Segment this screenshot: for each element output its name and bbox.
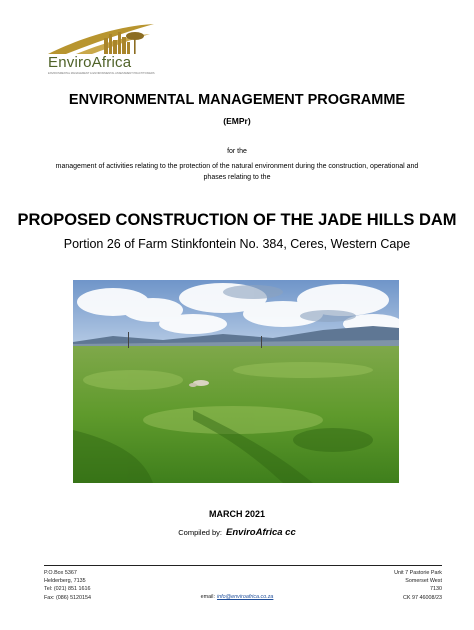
- document-abbreviation: (EMPr): [223, 116, 251, 126]
- footer-right-line: CK 97 46008/23: [403, 594, 442, 601]
- logo-tagline: ENVIRONMENTAL MANAGEMENT & ENVIRONMENTAL ASSESSMENT PRACTITIONERS: [48, 72, 155, 75]
- footer-left-line: P.O.Box 5367: [44, 570, 77, 576]
- compiled-by-company: EnviroAfrica cc: [226, 527, 296, 538]
- enviroafrica-logo: [46, 20, 158, 78]
- footer-email-link[interactable]: info@enviroafrica.co.za: [216, 593, 274, 600]
- logo-name: EnviroAfrica: [48, 54, 132, 71]
- compiled-by: [0, 527, 474, 538]
- footer-street-address: [394, 569, 442, 602]
- project-title: PROPOSED CONSTRUCTION OF THE JADE HILLS DAM: [17, 211, 457, 229]
- footer-left-line: Tel: (021) 851 1616: [44, 586, 91, 593]
- footer-right-line: 7130: [430, 586, 442, 593]
- for-line: for the: [227, 148, 247, 155]
- landscape-photo: [73, 280, 399, 483]
- document-date: MARCH 2021: [208, 509, 266, 519]
- footer-left-line: Fax: (086) 5120154: [44, 594, 92, 601]
- logo-emblem-icon: [46, 20, 158, 56]
- purpose-description: management of activities relating to the protection of the natural environment during the construction, operational and phases relating to the: [55, 163, 419, 181]
- footer-left-line: Helderberg, 7135: [44, 578, 86, 585]
- footer-right-line: Unit 7 Pastorie Park: [394, 570, 442, 576]
- footer-right-line: Somerset West: [405, 578, 442, 585]
- project-location: Portion 26 of Farm Stinkfontein No. 384, Ceres, Western Cape: [63, 237, 411, 251]
- compiled-by-label: Compiled by:: [178, 528, 223, 537]
- footer-email-label: email:: [200, 593, 215, 600]
- footer-divider: [44, 565, 442, 566]
- document-title: ENVIRONMENTAL MANAGEMENT PROGRAMME: [68, 92, 406, 108]
